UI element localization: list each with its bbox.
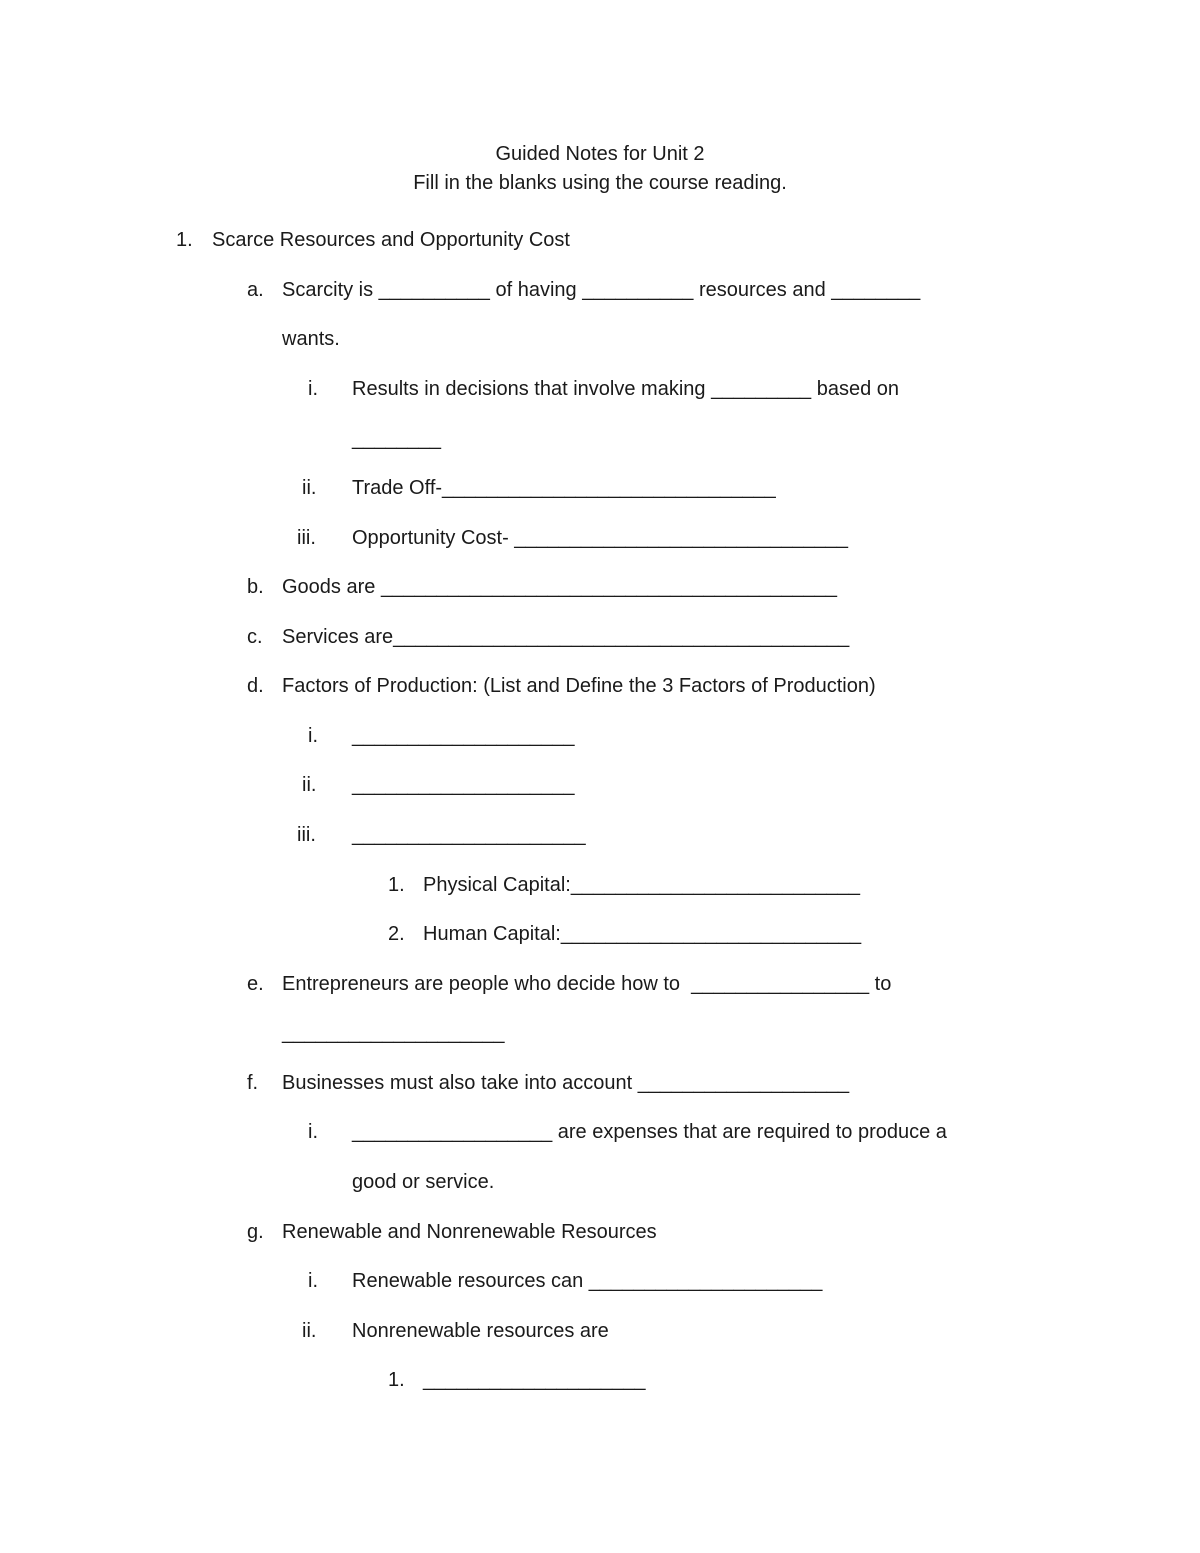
- list-text-continuation: good or service.: [352, 1171, 495, 1193]
- list-text: Opportunity Cost- ______________________________: [352, 527, 848, 549]
- page-title: Guided Notes for Unit 2: [495, 143, 705, 165]
- list-marker: f.: [247, 1072, 259, 1094]
- list-marker: ii.: [302, 1320, 317, 1342]
- list-marker: e.: [247, 973, 264, 995]
- list-marker: b.: [247, 576, 264, 598]
- list-text: Factors of Production: (List and Define the 3 Factors of Production): [282, 675, 876, 697]
- list-text-continuation: wants.: [282, 328, 340, 350]
- list-marker: iii.: [297, 527, 316, 549]
- list-text: Goods are _________________________________________: [282, 576, 837, 598]
- list-marker: i.: [308, 1121, 318, 1143]
- list-marker: ii.: [302, 477, 317, 499]
- list-text: Businesses must also take into account ___________________: [282, 1072, 850, 1094]
- list-marker: 1.: [388, 1369, 405, 1391]
- list-marker: i.: [308, 378, 318, 400]
- list-text: ____________________: [352, 725, 575, 747]
- list-text: Services are_________________________________________: [282, 626, 850, 648]
- list-text: _____________________: [352, 824, 586, 846]
- list-marker: i.: [308, 725, 318, 747]
- list-marker: g.: [247, 1221, 264, 1243]
- list-marker: 2.: [388, 923, 405, 945]
- list-text: Renewable resources can _____________________: [352, 1270, 823, 1292]
- list-text: Scarcity is __________ of having __________ resources and ________: [282, 279, 921, 301]
- list-marker: i.: [308, 1270, 318, 1292]
- list-marker: a.: [247, 279, 264, 301]
- list-text: Physical Capital:__________________________: [423, 874, 861, 896]
- list-text: Entrepreneurs are people who decide how to ________________ to: [282, 973, 892, 995]
- list-text: ____________________: [423, 1369, 646, 1391]
- list-text: ____________________: [352, 774, 575, 796]
- list-text-continuation: ____________________: [282, 1022, 505, 1044]
- list-text: Trade Off-______________________________: [352, 477, 776, 499]
- list-text: Human Capital:___________________________: [423, 923, 862, 945]
- list-marker: iii.: [297, 824, 316, 846]
- list-marker: d.: [247, 675, 264, 697]
- list-text: Nonrenewable resources are: [352, 1320, 609, 1342]
- list-text: Results in decisions that involve making _________ based on: [352, 378, 900, 400]
- section-heading: Scarce Resources and Opportunity Cost: [212, 229, 570, 251]
- page-subtitle: Fill in the blanks using the course reading.: [413, 172, 787, 194]
- list-marker: c.: [247, 626, 263, 648]
- list-marker: 1.: [176, 229, 193, 251]
- list-text: __________________ are expenses that are required to produce a: [352, 1121, 947, 1143]
- list-text-continuation: ________: [352, 428, 441, 450]
- list-marker: ii.: [302, 774, 317, 796]
- list-marker: 1.: [388, 874, 405, 896]
- list-text: Renewable and Nonrenewable Resources: [282, 1221, 657, 1243]
